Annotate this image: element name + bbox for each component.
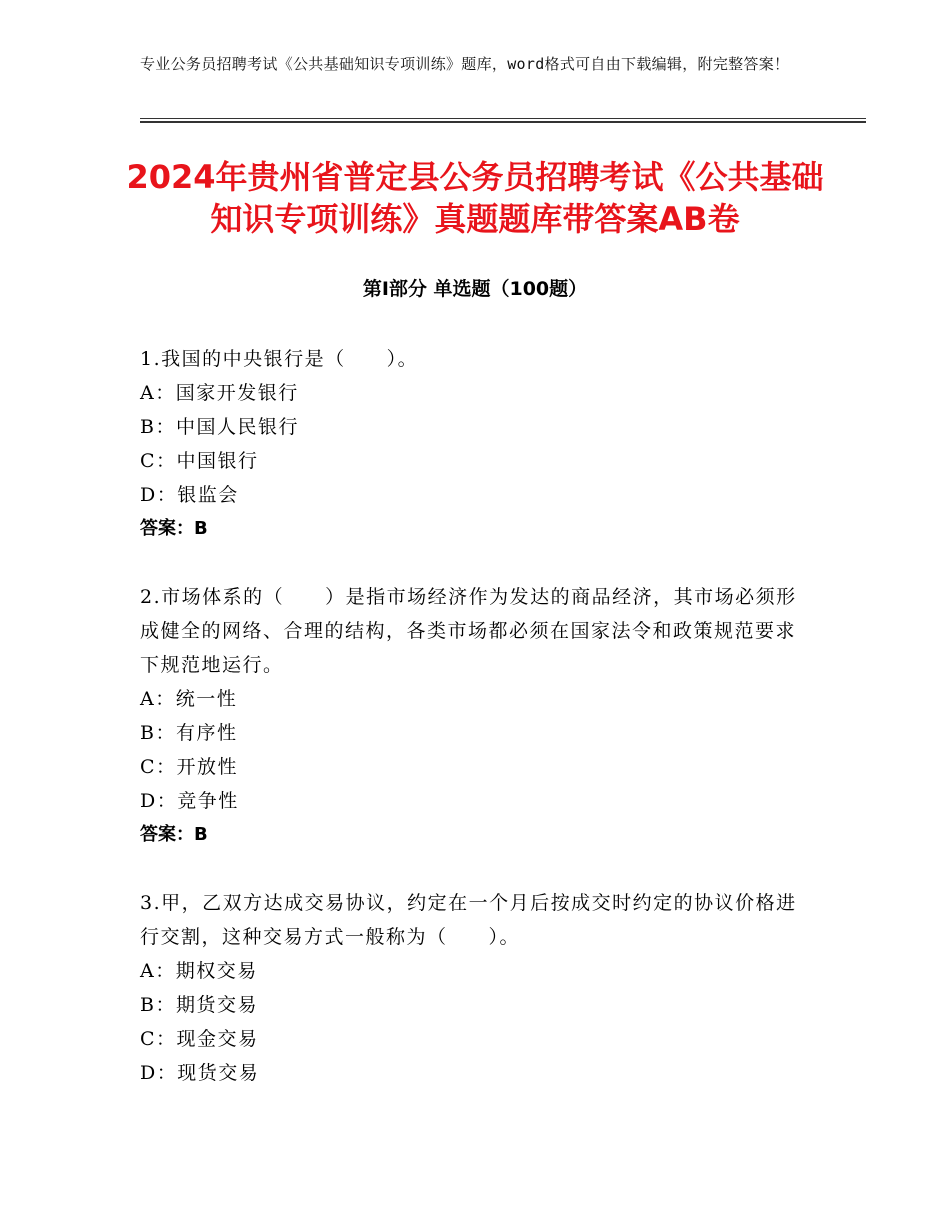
- option-d: D：银监会: [140, 484, 239, 506]
- header-divider: [140, 118, 866, 123]
- question-2: [140, 580, 806, 852]
- question-stem: 1.我国的中央银行是（ ）。: [140, 348, 419, 370]
- question-list: [140, 342, 806, 1124]
- option-a: A：统一性: [140, 688, 238, 710]
- option-c: C：现金交易: [140, 1028, 259, 1050]
- answer: 答案：B: [140, 824, 208, 845]
- option-b: B：有序性: [140, 722, 238, 744]
- page-header-note: 专业公务员招聘考试《公共基础知识专项训练》题库，word格式可自由下载编辑，附完整答案！: [140, 55, 790, 73]
- question-3: [140, 886, 806, 1090]
- option-a: A：期权交易: [140, 960, 258, 982]
- section-title: 第Ⅰ部分 单选题（100题）: [362, 278, 588, 300]
- question-1: [140, 342, 806, 546]
- option-b: B：期货交易: [140, 994, 258, 1016]
- answer: 答案：B: [140, 518, 208, 539]
- document-title: 2024年贵州省普定县公务员招聘考试《公共基础知识专项训练》真题题库带答案AB卷: [126, 158, 824, 238]
- question-stem: 3.甲，乙双方达成交易协议，约定在一个月后按成交时约定的协议价格进行交割，这种交易方式一般称为（ ）。: [140, 892, 797, 948]
- option-d: D：现货交易: [140, 1062, 260, 1084]
- option-c: C：中国银行: [140, 450, 259, 472]
- option-d: D：竞争性: [140, 790, 239, 812]
- option-b: B：中国人民银行: [140, 416, 299, 438]
- option-c: C：开放性: [140, 756, 239, 778]
- question-stem: 2.市场体系的（ ）是指市场经济作为发达的商品经济，其市场必须形成健全的网络、合理的结构，各类市场都必须在国家法令和政策规范要求下规范地运行。: [140, 586, 797, 676]
- option-a: A：国家开发银行: [140, 382, 299, 404]
